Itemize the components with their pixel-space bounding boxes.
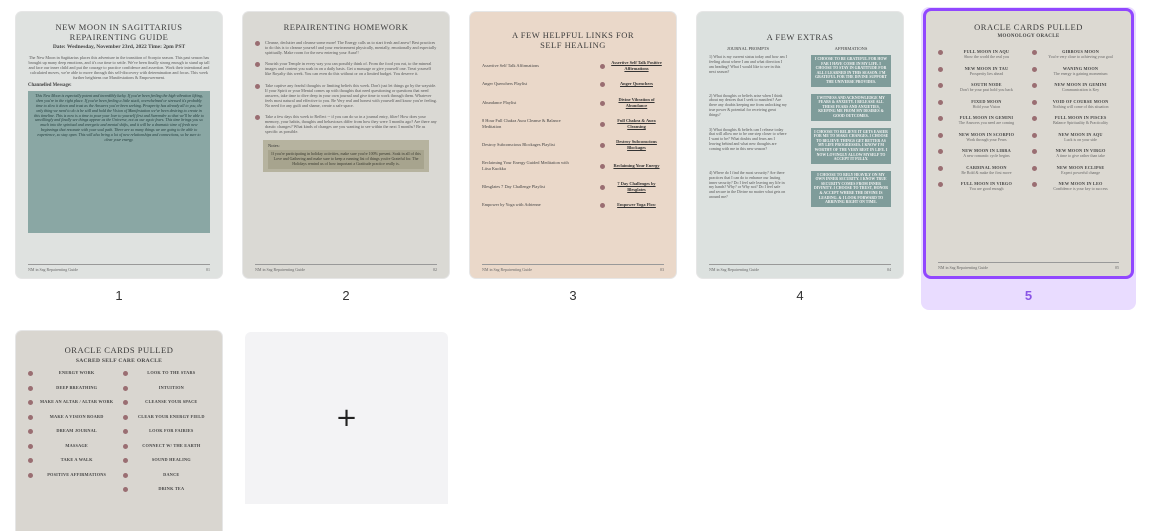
oracle-card-item [1032,66,1119,76]
link-description: 8 Hour Full Chakra Aura Cleanse & Balance Meditation [482,118,561,129]
bullet-icon [123,429,128,434]
oracle-card-item [938,82,1025,92]
card-name: GIBBOUS MOON [1062,49,1100,54]
selfcare-item [123,457,210,463]
oracle-card-item [938,132,1025,142]
homework-item: Nourish your Temple in every way you can possibly think of. From the food you eat, to the mineral images and content you soak in on a daily basis. Get a massage or give yourself one. Treat yourself like Royalty this week. You can even do this without or on a limited budget. You deserve it. [255,61,437,76]
link-anchor[interactable] [600,60,664,71]
page-thumbnail[interactable] [16,12,222,278]
card-name: FULL MOON IN AQU [963,49,1010,54]
page-slot-6[interactable] [16,331,222,504]
card-meaning: You are good enough [969,186,1004,191]
page-subtitle: SACRED SELF CARE ORACLE [75,358,163,364]
bullet-icon [123,371,128,376]
selfcare-item [123,472,210,478]
bullet-icon [938,149,943,154]
bullet-icon [28,400,33,405]
page-thumbnail[interactable] [697,12,903,278]
page-number: 3 [569,288,577,303]
link-description: Abundance Playlist [482,99,517,105]
page-thumbnail[interactable] [243,12,449,278]
card-name: NEW MOON IN VIRGO [1055,148,1106,153]
journal-prompt: 3) What thoughts & beliefs can I release today that will allow me to be one step closer to where I want to be? What doubts and fears am I leaving behind and what new thoughts are coming with me in this new season? [709,126,787,152]
bullet-icon [1032,133,1037,138]
card-name: FULL MOON IN GEMINI [959,115,1014,120]
card-meaning: Work through your Fears [966,136,1007,142]
bullet-icon [123,487,128,492]
bullet-icon [600,101,605,106]
selfcare-item [28,443,115,449]
journal-prompt: 4) Where do I find the most security? Are there practices that I can do to enhance our lasting inner security? Do I feel safe leaving my life in my hands? Why? or Why not? Do I feel safe and secure in the Divine no matter what gets on around me? [709,169,786,200]
affirmation-box: I CHOOSE TO RELY HEAVILY ON MY OWN INNER SECURITY. I KNOW TRUE SECURITY COMES FROM INNER DIVINITY. I CHOOSE TO TRUST, HONOR & ACCEPT WHERE THE DIVINE IS LEADING. & I LOOK FORWARD TO ARRIVING RIGHT ON TIME. [811,171,891,207]
link-description: Destroy Subconscious Blockages Playlist [482,141,555,147]
page-body: The New Moon in Sagittarius places this adventure in the transition of Scorpio season. This past season has brought up many deep emotions, and it's our time to settle. We've been finally strong enough to stand up tall and face our inner child and put the courage to practice confidence and assertion. Work their intentional and calculated moves, we're able to move through this self-discovery with determination and focus. This week further heightens our Manifestations & Empowerment. [28,55,210,81]
bullet-icon [28,473,33,478]
card-name: NEW MOON ECLIPSE [1056,164,1105,170]
bullet-icon [28,444,33,449]
prompt-row [709,171,891,207]
selfcare-item [28,472,115,478]
oracle-card-item [1032,165,1119,175]
card-meaning: Don't be your past hold you back [959,87,1013,92]
selfcare-name: DREAM JOURNAL [56,428,98,433]
selfcare-name: DEEP BREATHING [56,384,98,390]
bullet-icon [938,83,943,88]
link-row [482,97,664,108]
bullet-icon [938,182,943,187]
plus-icon: + [335,403,358,433]
link-description: Reclaiming Your Energy Guided Meditation with Liisa Kuokka [482,160,569,171]
page-number: 4 [796,288,804,303]
selfcare-name: LOOK TO THE STARS [147,370,196,375]
page-slot-5-selected[interactable] [921,7,1136,310]
affirmation-box: I WITNESS AND ACKNOWLEDGE MY FEARS & ANXIETY. I RELEASE ALL THESE FEARS AND ANXIETIES, KEEPING ME FROM MY DESIRES & GOOD OUTCOMES. [811,94,891,121]
card-meaning: Confidence is your key to success [1053,186,1108,191]
page-footer: NM in Sag Repairenting Guide 03 [482,264,664,272]
selfcare-name: MAKE A VISION BOARD [49,413,104,419]
bullet-icon [123,400,128,405]
oracle-card-item [938,49,1025,59]
link-anchor[interactable] [600,118,664,129]
bullet-icon [1032,116,1037,121]
page-slot-2[interactable] [243,12,449,304]
card-meaning: Balance Spirituality & Practicality [1052,120,1109,125]
selfcare-item [123,385,210,391]
link-anchor[interactable] [600,97,664,108]
affirmation-box: I CHOOSE TO BE GRATEFUL FOR HOW FAR I HAVE COME IN MY LIFE. I CHOOSE TO STAY IN GRATITUDE FOR ALL I LEARNED IN THIS SEASON. I'M GRATEFUL FOR THE DIVINE SUPPORT THE UNIVERSE PROVIDES. [811,55,891,87]
homework-item: Take a few days this week to Reflect -- if you can do so in a journal entry, filter! How does your memory, your habits, thoughts and behaviours differ from how they were 3 months ago? Are there any drastic changes? What kinds of changes are you wanting to see within the next 3 months? Be as specific as possible. [255,114,437,134]
link-description: Anger Quenchers Playlist [482,81,528,87]
bullet-icon [28,429,33,434]
page-slot-3[interactable] [470,12,676,304]
bullet-icon [938,100,943,105]
selfcare-column-right [123,370,210,501]
bullet-icon [600,143,605,148]
link-anchor[interactable] [600,202,664,208]
card-name: NEW MOON IN AQU [1058,131,1103,137]
link-row [482,139,664,150]
page-title: ORACLE CARDS PULLED [974,22,1083,32]
bullet-icon [938,116,943,121]
oracle-card-item [938,165,1025,175]
card-meaning: Hold your Vision [972,103,1001,109]
link-text: Destroy Subconscious Blockages [616,139,657,150]
card-meaning: A time to give rather than take [1056,153,1105,158]
selfcare-name: LOOK FOR FAIRIES [149,428,194,433]
selfcare-item [123,399,210,405]
selfcare-item [28,370,115,376]
selfcare-column-left [28,370,115,501]
oracle-card-item [1032,49,1119,59]
card-meaning: Expect powerful change [1061,169,1100,175]
bullet-icon [123,415,128,420]
section-label: Channelled Message: [28,83,72,89]
bullet-icon [255,41,260,46]
card-name: VOID OF COURSE MOON [1052,98,1109,104]
affirmations-header: AFFIRMATIONS [834,46,868,51]
page-title: REPAIRENTING HOMEWORK [283,22,409,32]
selfcare-name: ENERGY WORK [58,370,95,375]
card-meaning: Luck is on your side [1064,136,1097,142]
card-meaning: Communication is Key [1062,87,1100,92]
bullet-icon [1032,149,1037,154]
oracle-column-right [1032,49,1119,198]
selfcare-name: MASSAGE [65,442,88,448]
bullet-icon [123,458,128,463]
card-name: NEW MOON IN SCORPIO [958,131,1015,137]
oracle-column-left [938,49,1025,198]
link-row [482,160,664,171]
oracle-card-item [938,148,1025,158]
page-footer: NM in Sag Repairenting Guide 05 [938,262,1119,270]
link-row [482,181,664,192]
card-name: FULL MOON IN VIRGO [960,181,1013,186]
selfcare-item [123,370,210,376]
bullet-icon [938,133,943,138]
notes-text: If you're participating in holiday activities, make sure you're 100% present. Soak in all of this Love and Gathering and make sure to keep a running list of things you're Grateful for. The Holidays remind us of how important a Gratitude practice really is. [268,150,424,168]
page-slot-1[interactable] [16,12,222,304]
journal-prompt: 2) What thoughts or beliefs arise when I think about my desires that I seek to manifest? Are there any doubts keeping me from unlocking my true power & potential for receiving great things? [709,92,787,118]
page-title: A FEW EXTRAS [766,32,834,42]
bullet-icon [255,84,260,89]
bullet-icon [123,386,128,391]
link-text: Empower Yoga Flow [617,202,656,208]
page-title: NEW MOON IN SAGITTARIUS REPAIRENTING GUIDE [55,22,183,42]
bullet-icon [28,371,33,376]
card-meaning: Show the world the real you [963,54,1010,59]
oracle-card-item [938,115,1025,125]
homework-item: Take captive any fearful thoughts or limiting beliefs this week. Don't just let things go by the wayside. If your Spirit or your Mental comes up with thoughts that need questioning or questions that need answers, take time to dive deep in your own journal and give time to work through them. Whatever feels most natural and effective to you. Be Very real and honest with yourself and know you're feeling. No need for any guilt and shame, create a safe space. [255,83,437,108]
oracle-card-item [938,66,1025,76]
prompts-list [709,55,891,207]
link-text: Reclaiming Your Energy [613,162,660,168]
card-meaning: Be Bold & make the first move [961,169,1012,175]
page-title: ORACLE CARDS PULLED [64,345,174,355]
notes-box [263,140,429,171]
oracle-card-item [1032,99,1119,109]
link-anchor[interactable] [600,81,664,87]
selfcare-item [123,414,210,420]
page-number: 5 [1024,288,1033,303]
bullet-icon [28,386,33,391]
bullet-icon [28,458,33,463]
selfcare-item [123,428,210,434]
selfcare-item [123,486,210,492]
oracle-card-item [938,99,1025,109]
card-meaning: The energy is gaining momentum [1053,70,1108,76]
oracle-card-item [1032,132,1119,142]
selfcare-item [28,385,115,391]
bullet-icon [600,122,605,127]
card-meaning: You're very close to achieving your goal [1048,54,1113,59]
prompt-row [709,94,891,121]
affirmation-box: I CHOOSE TO BELIEVE IT GETS EASIER FOR ME TO MAKE CHANGES. I CHOOSE TO BELIEVE THINGS GET BETTER AS MY LIFE PROGRESSES. I KNOW I'M WORTHY OF THE VERY BEST IN LIFE. I NOW LOVINGLY ALLOW MYSELF TO ACCEPT IT FULLY. [811,128,891,164]
card-name: NEW MOON IN TAU [964,65,1009,71]
card-name: FIXED MOON [971,98,1002,104]
selfcare-item [28,399,115,405]
card-meaning: Prosperity lies ahead [969,70,1004,76]
bullet-icon [1032,67,1037,72]
link-anchor[interactable] [600,139,664,150]
notes-label: Notes: [268,143,280,149]
links-list [482,60,664,208]
card-name: WANING MOON [1062,65,1099,71]
bullet-icon [600,164,605,169]
oracle-card-item [1032,115,1119,125]
prompt-row [709,55,891,87]
link-description: Empower by Yoga with Adrienne [482,202,541,208]
selfcare-name: SOUND HEALING [151,457,191,462]
page-subtitle: Date: Wednesday, November 23rd, 2022 Time: 2pm PST [52,44,186,50]
page-subtitle: MOONOLOGY ORACLE [997,34,1060,39]
selfcare-name: POSITIVE AFFIRMATIONS [47,471,107,477]
bullet-icon [600,64,605,69]
column-headers [709,46,891,51]
link-anchor[interactable] [600,163,664,169]
page-thumbnail[interactable] [923,8,1134,279]
bullet-icon [1032,50,1037,55]
page-number: 2 [342,288,350,303]
card-name: NEW MOON IN LIBRA [961,148,1011,153]
selfcare-item [28,414,115,420]
card-meaning: Nothing will come of this situation [1052,103,1109,109]
journal-prompt: 1) What is my current status today and how am I feeling about where I am and what direction I am heading? What I would like to see in this next season? [709,54,787,74]
bullet-icon [600,203,605,208]
bullet-icon [938,67,943,72]
page-number: 1 [115,288,123,303]
page-footer: NM in Sag Repairenting Guide 04 [709,264,891,272]
page-thumbnail[interactable] [16,331,222,531]
link-row [482,60,664,71]
bullet-icon [1032,182,1037,187]
link-row [482,81,664,87]
selfcare-name: CLEANSE YOUR SPACE [145,399,198,404]
selfcare-name: CLEAR YOUR ENERGY FIELD [137,413,205,419]
link-row [482,202,664,208]
oracle-card-item [938,181,1025,191]
page-footer: NM in Sag Repairenting Guide 02 [255,264,437,272]
page-footer: NM in Sag Repairenting Guide 01 [28,264,210,272]
selfcare-name: INTUITION [158,384,184,390]
oracle-card-item [1032,82,1119,92]
page-thumbnail[interactable] [470,12,676,278]
oracle-card-item [1032,148,1119,158]
selfcare-name: DANCE [163,471,180,477]
bullet-icon [600,82,605,87]
selfcare-item [28,457,115,463]
card-name: NEW MOON IN GEMINI [1054,82,1107,87]
bullet-icon [938,50,943,55]
link-description: Assertive Self Talk Affirmations [482,62,539,68]
selfcare-item [123,443,210,449]
link-text: Divine Vibration of Abundance [618,97,655,108]
selfcare-name: DRINK TEA [158,486,185,491]
page-slot-4[interactable] [697,12,903,304]
journal-prompts-header: JOURNAL PROMPTS [727,46,769,51]
link-text: 7 Day Challenges by Blesglates [617,181,656,192]
bullet-icon [1032,100,1037,105]
add-page-button[interactable] [245,332,448,504]
bullet-icon [255,62,260,67]
selfcare-name: TAKE A WALK [60,457,93,462]
homework-item: Cleanse, declutter and cleanse some more! The Energy calls us to start fresh and anew! Best practices to do this is to cleanse yourself and your environment physically, mentally, emotionally and especially spiritually. Make room for the new entering your Aura!! [255,40,437,55]
selfcare-item [28,428,115,434]
bullet-icon [1032,83,1037,88]
channelled-message-box: This New Moon is especially potent and incredibly lucky. If you've been feeling the high vibration lifting, then you're in the right place. If you've been feeling a little stuck, overwhelmed or stressed it's probably time to slow it down and trust as the Answers you've been seeking. Prosperity has already all to you, the only thing we need to do is be still and hold the Vision of Manifestation we've been desiring to create in this timeline. This is now is a time to pour your love to yourself first and Surrender so that we'll be able to unwillingly and finally see things appear as the Universe, not as our egoic fears. This time brings you so much into the spiritual and energetic and mental shifts, and it will be a dramatic time of fresh new beginnings that resonate with your soul path. There are so many things we are going to be able to experience, so stay open. This will also bring a lot of new relationships and connections, so be sure to clear your energy. [28,91,210,233]
bullet-icon [938,166,943,171]
card-meaning: A new romantic cycle begins [963,153,1010,158]
link-text: Anger Quenchers [620,81,653,87]
bullet-icon [600,185,605,190]
card-name: FULL MOON IN PISCES [1054,115,1107,120]
card-name: CARDINAL MOON [966,164,1007,170]
selfcare-name: MAKE AN ALTAR / ALTAR WORK [40,399,114,404]
link-anchor[interactable] [600,181,664,192]
link-row [482,118,664,129]
bullet-icon [123,473,128,478]
oracle-card-item [1032,181,1119,191]
page-title: A FEW HELPFUL LINKS FOR SELF HEALING [512,30,635,50]
prompt-row [709,128,891,164]
bullet-icon [255,115,260,120]
card-name: SOUTH NODE [971,82,1002,87]
bullet-icon [28,415,33,420]
link-text: Assertive Self Talk Positive Affirmations [611,60,662,71]
link-description: Blesglates 7 Day Challenge Playlist [482,183,545,189]
card-meaning: The Answers you need are coming [958,120,1015,125]
link-text: Full Chakra & Aura Cleansing [617,118,656,129]
bullet-icon [123,444,128,449]
bullet-icon [1032,166,1037,171]
selfcare-name: CONNECT W/ THE EARTH [142,442,201,448]
card-name: NEW MOON IN LEO [1058,181,1103,186]
